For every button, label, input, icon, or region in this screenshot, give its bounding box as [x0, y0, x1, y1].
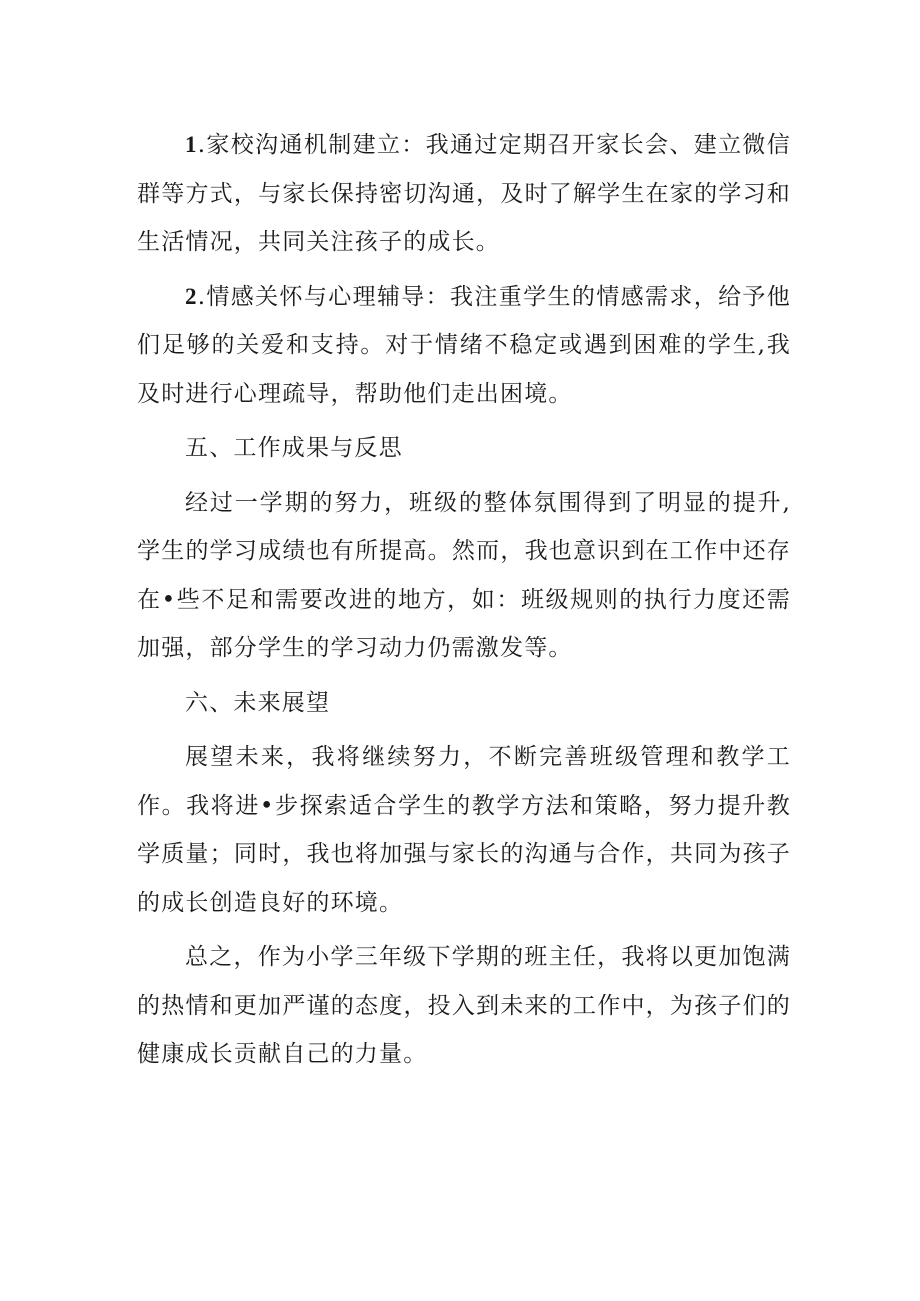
paragraph-home-school-communication — [137, 121, 791, 267]
document-body — [137, 121, 791, 1085]
section-heading-results: 五、工作成果与反思 — [185, 435, 403, 461]
section-heading-outlook: 六、未来展望 — [185, 689, 331, 716]
paragraph-results-reflection: 经过一学期的努力，班级的整体氛围得到了明显的提升,学生的学习成绩也有所提高。然而，我也意识到在工作中还存在•些不足和需要改进的地方，如：班级规则的执行力度还需加强，部分学生的学习动力仍需激发等。 — [137, 489, 791, 661]
item-number: 2 — [185, 283, 198, 309]
paragraph-emotional-care — [137, 273, 791, 419]
paragraph-future-outlook: 展望未来，我将继续努力，不断完善班级管理和教学工作。我将进•步探索适合学生的教学方法和策略，努力提升教学质量；同时，我也将加强与家长的沟通与合作，共同为孩子的成长创造良好的环境。 — [137, 744, 791, 916]
item-number: 1 — [185, 132, 198, 157]
paragraph-conclusion: 总之，作为小学三年级下学期的班主任，我将以更加饱满的热情和更加严谨的态度，投入到未来的工作中，为孩子们的健康成长贡献自己的力量。 — [137, 944, 791, 1067]
paragraph-text: .情感关怀与心理辅导：我注重学生的情感需求，给予他们足够的关爱和支持。对于情绪不稳定或遇到困难的学生,我及时进行心理疏导，帮助他们走出困境。 — [137, 283, 791, 407]
paragraph-text: .家校沟通机制建立：我通过定期召开家长会、建立微信群等方式，与家长保持密切沟通，及时了解学生在家的学习和生活情况，共同关注孩子的成长。 — [137, 132, 791, 255]
